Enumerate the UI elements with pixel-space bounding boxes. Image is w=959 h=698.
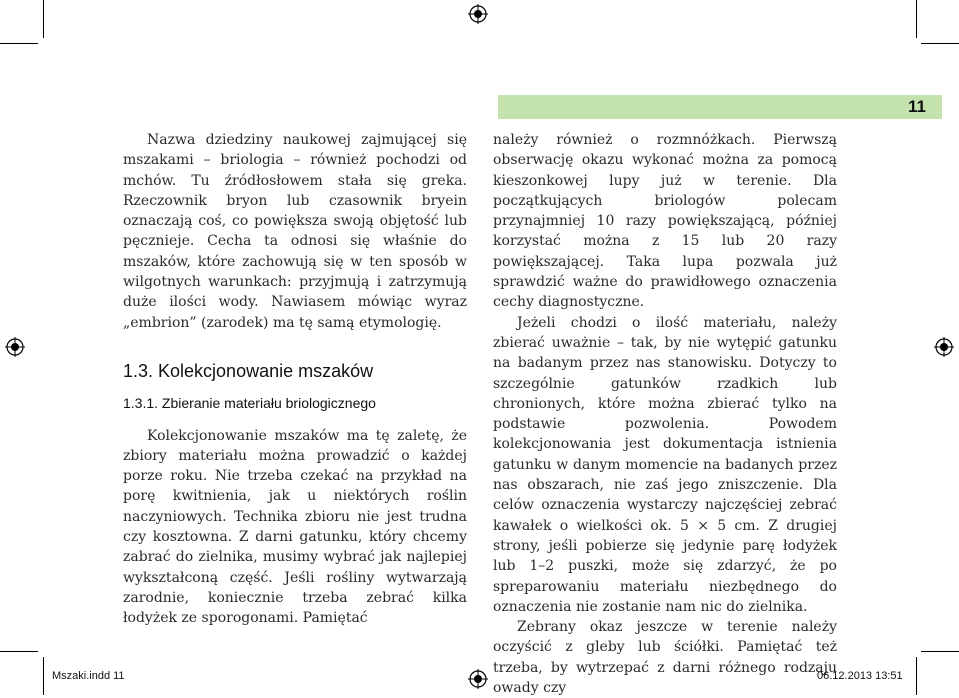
footer-timestamp: 06.12.2013 13:51 xyxy=(817,670,903,682)
page-number: 11 xyxy=(908,97,926,116)
crop-mark xyxy=(43,657,44,695)
footer-filename: Mszaki.indd 11 xyxy=(52,670,125,682)
crop-mark xyxy=(921,43,959,44)
crop-mark xyxy=(921,651,959,652)
registration-mark-icon xyxy=(5,337,25,357)
right-paragraph-2: Jeżeli chodzi o ilość materiału, należy zbierać uważnie – tak, by nie wytępić gatunku na badanym przez nas stanowisku. Dotyczy to szczególnie gatunków rzadkich lub chronionych, które można zbierać tylko na podstawie pozwolenia. Powodem kolekcjonowania jest dokumentacja istnienia gatunku w danym momencie na badanych przez nas obszarach, nie zaś jego zniszczenie. Dla celów oznaczenia wystarczy najczęściej zebrać kawałek o wielkości ok. 5 × 5 cm. Z drugiej strony, jeśli pobierze się jedynie parę łodyżek lub 1–2 puszki, może się zdarzyć, że po spreparowaniu materiału niezbędnego do oznaczenia nie zostanie nam nic do zielnika. xyxy=(493,314,837,615)
crop-mark xyxy=(916,0,917,38)
section-heading: 1.3. Kolekcjonowanie mszaków xyxy=(123,360,374,381)
registration-mark-icon xyxy=(934,337,954,357)
crop-mark xyxy=(0,43,38,44)
right-paragraph-1: należy również o rozmnóżkach. Pierwszą obserwację okazu wykonać można za pomocą kieszonkowej lupy już w terenie. Dla początkujących briologów polecam przynajmniej 10 razy powiększającą, później korzystać można z 15 lub 20 razy powiększającej. Taka lupa pozwala już sprawdzić ważne do prawidłowego oznaczenia cechy diagnostyczne. xyxy=(493,132,837,311)
registration-mark-icon xyxy=(468,669,488,689)
crop-mark xyxy=(0,651,38,652)
crop-mark xyxy=(43,0,44,38)
registration-mark-icon xyxy=(468,4,488,24)
left-column xyxy=(123,130,467,629)
left-paragraph-2: Kolekcjonowanie mszaków ma tę zaletę, że zbiory materiału można prowadzić o każdej porze roku. Nie trzeba czekać na przykład na porę kwitnienia, jak u niektórych roślin naczyniowych. Technika zbioru nie jest trudna czy kosztowna. Z darni gatunku, który chcemy zabrać do zielnika, musimy wybrać jak najlepiej wykształconą część. Jeśli rośliny wytwarzają zarodnie, koniecznie trzeba zebrać kilka łodyżek ze sporogonami. Pamiętać xyxy=(123,427,467,627)
left-paragraph-1: Nazwa dziedziny naukowej zajmującej się mszakami – briologia – również pochodzi od mchów. Tu źródłosłowem stała się greka. Rzeczownik bryon lub czasownik bryein oznaczają coś, co powiększa swoją objętość lub pęcznieje. Cecha ta odnosi się właśnie do mszaków, które zachowują się w ten sposób w wilgotnych warunkach: przyjmują i zatrzymują duże ilości wody. Nawiasem mówiąc wyraz „embrion” (zarodek) ma tę samą etymologię. xyxy=(123,132,467,331)
subsection-heading: 1.3.1. Zbieranie materiału briologicznego xyxy=(123,395,376,412)
header-band xyxy=(498,95,942,119)
right-paragraph-3: Zebrany okaz jeszcze w terenie należy oczyścić z gleby lub ściółki. Pamiętać też trzeba, by wytrzepać z darni różnego rodzaju owady czy xyxy=(493,619,837,697)
right-column xyxy=(493,130,837,698)
crop-mark xyxy=(916,657,917,695)
